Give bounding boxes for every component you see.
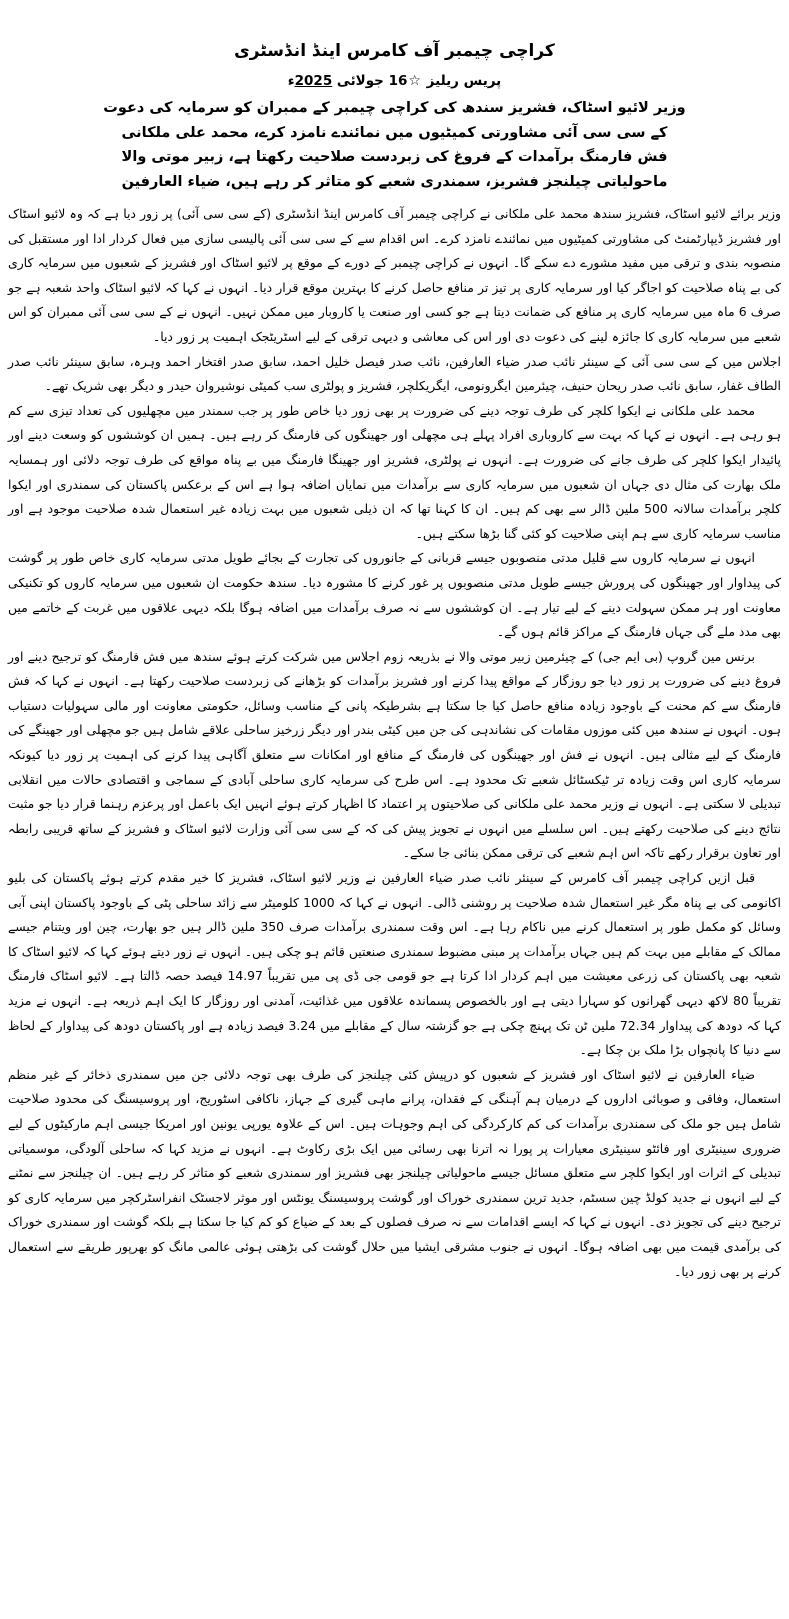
press-release-line [8,70,781,92]
paragraph-7: ضیاء العارفین نے لائیو اسٹاک اور فشریز کے شعبوں کو درپیش کئی چیلنجز کی طرف بھی توجہ دلائی جن میں سمندری ذخائر کے غیر منظم استعمال، وفاقی و صوبائی اداروں کے درمیان ہم آہنگی کے فقدان، پرانے ماہی گیری کے جہاز، ناکافی اسٹوریج، اور پروسیسنگ کی محدود صلاحیت شامل ہیں جو ملک کی سمندری برآمدات کی کم کارکردگی کی اہم وجوہات ہیں۔ اس کے علاوہ یورپی یونین اور امریکا جیسی اہم مارکیٹوں کے لیے ضروری سینیٹری اور فائٹو سینیٹری معیارات پر پورا نہ اترنا بھی رسائی میں ایک بڑی رکاوٹ ہے۔ انہوں نے مزید کہا کہ ساحلی آلودگی، موسمیاتی تبدیلی کے اثرات اور ایکوا کلچر سے متعلق مسائل جیسے ماحولیاتی چیلنجز بھی فشریز اور سمندری شعبے کو متاثر کر رہے ہیں۔ ان چیلنجز سے نمٹنے کے لیے انہوں نے جدید کولڈ چین سسٹم، جدید ترین سمندری خوراک اور گوشت پروسیسنگ یونٹس اور موثر لاجسٹک انفراسٹرکچر میں سرمایہ کاری کو ترجیح دینے کی تجویز دی۔ انہوں نے کہا کہ ایسے اقدامات سے نہ صرف فصلوں کے بعد کے ضیاع کو کم کیا جا سکتا ہے بلکہ گوشت اور سمندری خوراک کی برآمدی قیمت میں بھی اضافہ ہوگا۔ انہوں نے جنوب مشرقی ایشیا میں حلال گوشت کی بڑھتی ہوئی عالمی مانگ کو بھرپور طریقے سے استعمال کرنے پر بھی زور دیا۔ [8,1066,781,1279]
press-release-year: 2025 [294,73,333,89]
headline-line-1: وزیر لائیو اسٹاک، فشریز سندھ کی کراچی چیمبر کے ممبران کو سرمایہ کی دعوت [103,100,686,116]
press-release-date: 16 جولائی [336,73,408,89]
paragraph-6: قبل ازیں کراچی چیمبر آف کامرس کے سینئر نائب صدر ضیاء العارفین نے وزیر لائیو اسٹاک، فشریز کا خیر مقدم کرتے ہوئے پاکستان کی بلیو اکانومی کی بے پناہ مگر غیر استعمال شدہ صلاحیت پر روشنی ڈالی۔ انہوں نے کہا کہ 1000 کلومیٹر سے زائد ساحلی پٹی کے باوجود پاکستان اپنی آبی وسائل کو مکمل طور پر استعمال کرنے میں ناکام رہا ہے۔ اس وقت سمندری برآمدات صرف 350 ملین ڈالر ہیں جو بھارت، چین اور ویتنام جیسے ممالک کے مقابلے میں بہت کم ہیں جہاں برآمدات پر مبنی مضبوط سمندری صنعتیں قائم ہو چکی ہیں۔ انہوں نے زور دیتے ہوئے کہا کہ لائیو اسٹاک کا شعبہ بھی پاکستان کی زرعی معیشت میں اہم کردار ادا کرتا ہے جو قومی جی ڈی پی میں تقریباً 14.97 فیصد حصہ ڈالتا ہے۔ لائیو اسٹاک فارمنگ تقریباً 80 لاکھ دیہی گھرانوں کو سہارا دیتی ہے اور بالخصوص پسماندہ علاقوں میں غذائیت، آمدنی اور روزگار کا ایک اہم ذریعہ ہے۔ انہوں نے مزید کہا کہ دودھ کی پیداوار 72.34 ملین ٹن تک پہنچ چکی ہے جو گزشتہ سال کے مقابلے میں 3.24 فیصد زیادہ ہے اور پاکستان دودھ کی پیداوار کے لحاظ سے دنیا کا پانچواں بڑا ملک بن چکا ہے۔ [8,870,781,1058]
paragraph-2: اجلاس میں کے سی سی آئی کے سینئر نائب صدر ضیاء العارفین، نائب صدر فیصل خلیل احمد، سابق صدر افتخار احمد وہرہ، سابق سینئر نائب صدر الطاف غفار، سابق نائب صدر ریحان حنیف، چیئرمین ایگرونومی، ایگریکلچر، فشریز و پولٹری سب کمیٹی نوشیروان حیدر و دیگر بھی شریک تھے۔ [8,353,781,394]
headline-line-4: ماحولیاتی چیلنجز فشریز، سمندری شعبے کو متاثر کر رہے ہیں، ضیاء العارفین [121,173,668,190]
press-release-label: پریس ریلیز [426,73,502,89]
star-icon: ☆ [408,73,421,89]
paragraph-1: وزیر برائے لائیو اسٹاک، فشریز سندھ محمد علی ملکانی نے کراچی چیمبر آف کامرس اینڈ انڈسٹری (کے سی سی آئی) پر زور دیا ہے کہ وہ لائیو اسٹاک اور فشریز ڈیپارٹمنٹ کی مشاورتی کمیٹیوں میں نمائندے نامزد کرے۔ اس اقدام سے کے سی سی آئی پالیسی سازی میں فعال کردار ادا اور مستقبل کی منصوبہ بندی و ترقی میں مفید مشورے دے سکے گا۔ انہوں نے کراچی چیمبر کے دورے کے موقع پر لائیو اسٹاک اور فشریز کے شعبوں میں سرمایہ کاری کی بے پناہ صلاحیت کو اجاگر کیا اور سرمایہ کاری پر تیز تر منافع حاصل کرنے کا بہترین موقع قرار دیا۔ انہوں نے کہا کہ لائیو اسٹاک واحد شعبہ ہے جو صرف 6 ماہ میں سرمایہ کاری پر منافع کی ضمانت دیتا ہے جو کسی اور صنعت یا کاروبار میں ممکن نہیں۔ انہوں نے کے سی سی آئی ممبران کو اس شعبے میں سرمایہ کاری کا جائزہ لینے کی دعوت دی اور اس کی معاشی و دیہی ترقی کے لیے اسٹریٹجک اہمیت پر زور دیا۔ [8,206,781,344]
era-mark: ء [287,73,295,89]
paragraph-3: محمد علی ملکانی نے ایکوا کلچر کی طرف توجہ دینے کی ضرورت پر بھی زور دیا خاص طور پر جب سمندر میں مچھلیوں کی تعداد تیزی سے کم ہو رہی ہے۔ انہوں نے کہا کہ بہت سے کاروباری افراد پہلے ہی مچھلی اور جھینگوں کی فارمنگ کر رہے ہیں۔ ہمیں ان کوششوں کو وسعت دینے اور پائیدار ایکوا کلچر کی طرف جانے کی ضرورت ہے۔ انہوں نے پولٹری، فشریز اور جھینگا فارمنگ میں بے پناہ مواقع کی طرف توجہ دلائی اور ہمسایہ ملک بھارت کی مثال دی جہاں ان شعبوں میں سرمایہ کاری سے برآمدات میں نمایاں اضافہ ہوا ہے اس کے برعکس پاکستان کی سمندری اور ایکوا کلچر برآمدات سالانہ 500 ملین ڈالر سے بھی کم ہیں۔ ان کا کہنا تھا کہ ان ذیلی شعبوں میں بہت زیادہ غیر استعمال شدہ صلاحیت موجود ہے اور مناسب سرمایہ کاری سے ہم اپنی صلاحیت کو کئی گنا بڑھا سکتے ہیں۔ [8,402,781,541]
headline-line-2: کے سی سی آئی مشاورتی کمیٹیوں میں نمائندے نامزد کرے، محمد علی ملکانی [121,124,668,141]
paragraph-5: برنس مین گروپ (بی ایم جی) کے چیئرمین زبیر موتی والا نے بذریعہ زوم اجلاس میں شرکت کرتے ہوئے سندھ میں فش فارمنگ کو ترجیح دینے اور فروغ دینے کی ضرورت پر زور دیا جو روزگار کے مواقع پیدا کرنے اور فشریز برآمدات کو بڑھانے کی زبردست صلاحیت رکھتا ہے۔ انہوں نے کہا کہ فش فارمنگ سے کم محنت کے باوجود زیادہ منافع حاصل کیا جا سکتا ہے بشرطیکہ پانی کے مناسب وسائل، حکومتی معاونت اور مالی سہولیات دستیاب ہوں۔ انہوں نے سندھ میں کئی موزوں مقامات کی نشاندہی کی جن میں کیٹی بندر اور دیگر زرخیز ساحلی علاقے شامل ہیں جو مچھلی اور جھینگے کی فارمنگ کے لیے مثالی ہیں۔ انہوں نے فش اور جھینگوں کی فارمنگ کے منافع اور امکانات سے متعلق آگاہی پیدا کرنے کی اہمیت پر زور دیا کیونکہ سرمایہ کاری اس وقت زیادہ تر ٹیکسٹائل شعبے تک محدود ہے۔ اس طرح کی سرمایہ کاری ساحلی آبادی کے سماجی و اقتصادی حالات میں انقلابی تبدیلی لا سکتی ہے۔ انہوں نے وزیر محمد علی ملکانی کی صلاحیتوں پر اعتماد کا اظہار کرتے ہوئے انہیں ایک باعمل اور پرعزم رہنما قرار دیا جو مثبت نتائج دینے کی صلاحیت رکھتے ہیں۔ اس سلسلے میں انہوں نے تجویز پیش کی کہ کے سی سی آئی وزارت لائیو اسٹاک و فشریز کے ساتھ قریبی رابطہ اور تعاون برقرار رکھے تاکہ اس اہم شعبے کی ترقی ممکن بنائی جا سکے۔ [8,648,781,861]
headline [8,96,781,194]
document-title: کراچی چیمبر آف کامرس اینڈ انڈسٹری [234,41,555,61]
paragraph-4: انہوں نے سرمایہ کاروں سے قلیل مدتی منصوبوں جیسے قربانی کے جانوروں کی تجارت کے بجائے طویل مدتی سرمایہ کاری خاص طور پر گوشت کی پیداوار اور جھینگوں کی پرورش جیسے طویل مدتی منصوبوں پر غور کرنے کا مشورہ دیا۔ سندھ حکومت ان شعبوں میں سرمایہ کاروں کو تکنیکی معاونت اور ہر ممکن سہولت دینے کے لیے تیار ہے۔ ان کوششوں سے نہ صرف برآمدات میں اضافہ ہوگا بلکہ دیہی علاقوں میں غربت کے خاتمے میں بھی مدد ملے گی جہاں فارمنگ کے مراکز قائم ہوں گے۔ [8,550,781,640]
document-body [8,202,781,1284]
headline-line-3: فش فارمنگ برآمدات کے فروغ کی زبردست صلاحیت رکھتا ہے، زبیر موتی والا [121,149,668,165]
